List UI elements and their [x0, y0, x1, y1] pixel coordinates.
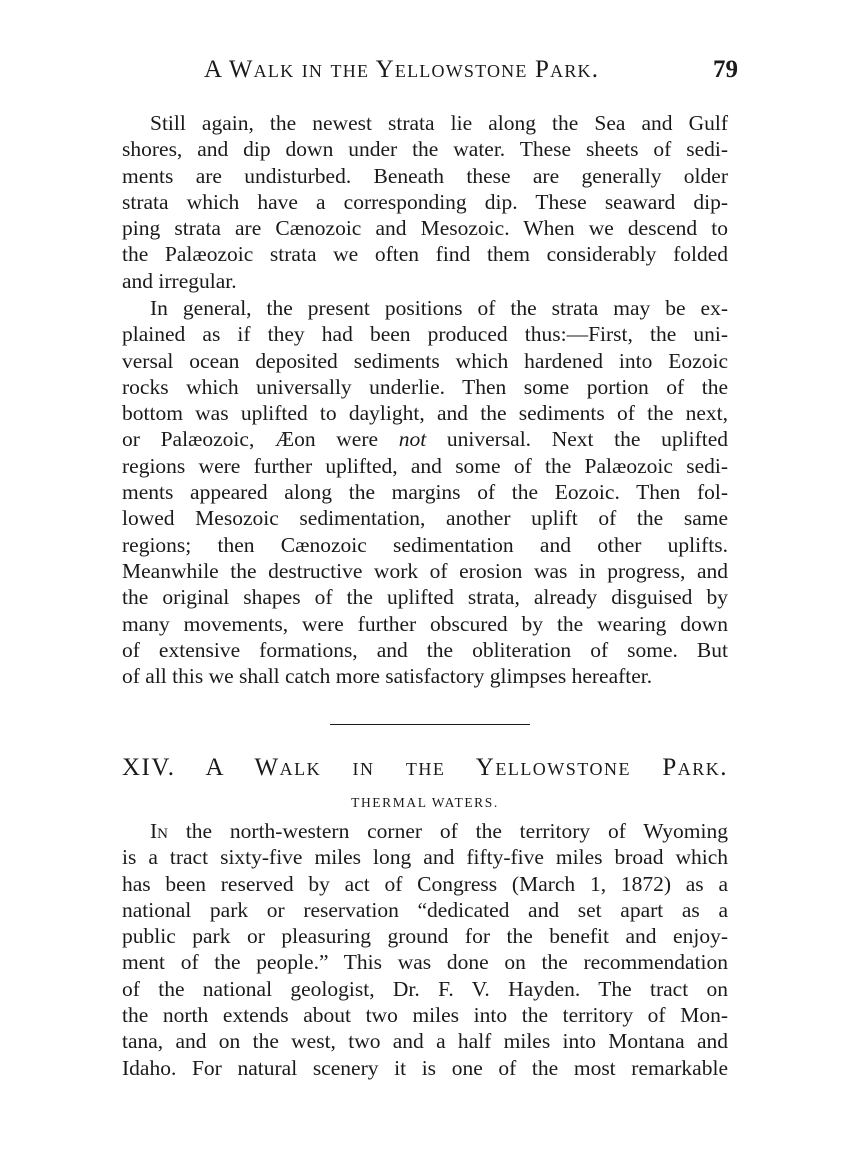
section-divider	[330, 724, 530, 725]
text-line: public park or pleasuring ground for the benefit and enjoy-	[122, 924, 728, 949]
text-line: ments are undisturbed. Beneath these are generally older	[122, 163, 728, 188]
text-line: the Palæozoic strata we often find them considerably folded	[122, 242, 728, 267]
text-line: of the national geologist, Dr. F. V. Hayden. The tract on	[122, 976, 728, 1001]
text-line: In general, the present positions of the strata may be ex-	[150, 296, 728, 320]
text-line: the original shapes of the uplifted strata, already disguised by	[122, 585, 728, 610]
text-line: the north extends about two miles into the territory of Mon-	[122, 1003, 728, 1028]
paragraph	[122, 295, 728, 689]
text-line: rocks which universally underlie. Then some portion of the	[122, 374, 728, 399]
text-line: plained as if they had been produced thus:—First, the uni-	[122, 322, 728, 347]
text-line: ping strata are Cænozoic and Mesozoic. When we descend to	[122, 216, 728, 241]
text-line: and irregular.	[122, 268, 237, 293]
text-line: national park or reservation “dedicated and set apart as a	[122, 897, 728, 922]
text-line: bottom was uplifted to daylight, and the sediments of the next,	[122, 401, 728, 426]
chapter-heading: XIV. A Walk in the Yellowstone Park.	[122, 754, 728, 781]
text-line: is a tract sixty-five miles long and fifty-five miles broad which	[122, 845, 728, 870]
text-line: shores, and dip down under the water. These sheets of sedi-	[122, 137, 728, 162]
running-head	[120, 56, 738, 92]
text-line: In the north-western corner of the territory of Wyoming	[150, 819, 728, 843]
text-line: ments appeared along the margins of the Eozoic. Then fol-	[122, 480, 728, 505]
text-line: or Palæozoic, Æon were not universal. Next the uplifted	[122, 427, 728, 452]
text-line: regions; then Cænozoic sedimentation and other uplifts.	[122, 532, 728, 557]
text-line: many movements, were further obscured by the wearing down	[122, 611, 728, 636]
text-line: of extensive formations, and the obliteration of some. But	[122, 637, 728, 662]
text-line: versal ocean deposited sediments which hardened into Eozoic	[122, 348, 728, 373]
text-line: ment of the people.” This was done on the recommendation	[122, 950, 728, 975]
chapter-subheading: THERMAL WATERS.	[351, 795, 499, 810]
text-line: strata which have a corresponding dip. These seaward dip-	[122, 189, 728, 214]
text-line: has been reserved by act of Congress (March 1, 1872) as a	[122, 871, 728, 896]
text-line: Idaho. For natural scenery it is one of the most remarkable	[122, 1055, 728, 1080]
text-line: Still again, the newest strata lie along the Sea and Gulf	[150, 111, 728, 135]
paragraph	[122, 110, 728, 294]
text-line: Meanwhile the destructive work of erosion was in progress, and	[122, 558, 728, 583]
page-number: 79	[713, 56, 738, 83]
running-title: A Walk in the Yellowstone Park.	[204, 56, 600, 83]
text-line: lowed Mesozoic sedimentation, another uplift of the same	[122, 506, 728, 531]
text-line: of all this we shall catch more satisfactory glimpses hereafter.	[122, 664, 653, 689]
text-line: tana, and on the west, two and a half miles into Montana and	[122, 1029, 728, 1054]
text-line: regions were further uplifted, and some of the Palæozoic sedi-	[122, 453, 728, 478]
paragraph	[122, 818, 728, 1081]
